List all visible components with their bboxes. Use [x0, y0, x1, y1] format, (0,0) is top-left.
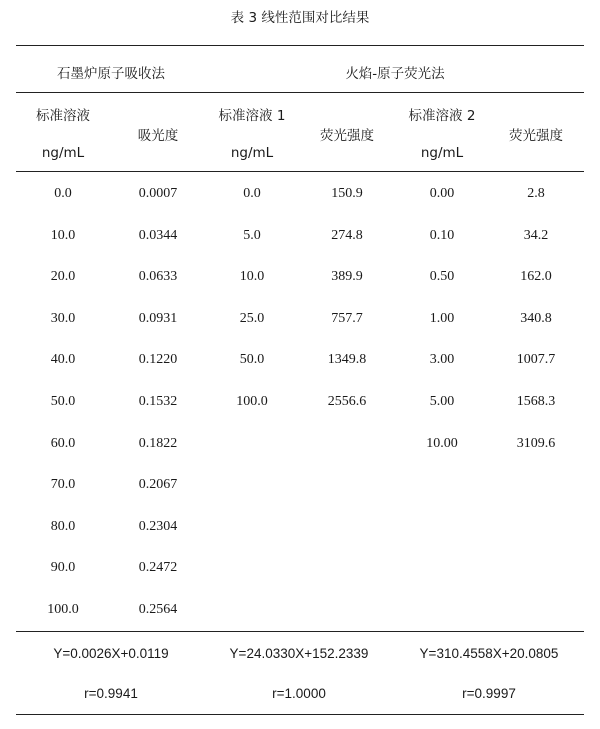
group-header-graphite-furnace: 石墨炉原子吸收法 — [57, 66, 165, 82]
cell-fl2-intensity: 2.8 — [527, 186, 545, 201]
cell-gf-concentration: 70.0 — [50, 477, 76, 493]
cell-fl1-intensity: 150.9 — [331, 186, 363, 201]
cell-fl2-intensity: 1007.7 — [516, 352, 556, 368]
cell-fl1-concentration: 10.0 — [239, 269, 265, 285]
cell-gf-absorbance: 0.2564 — [138, 602, 178, 617]
cell-gf-concentration: 20.0 — [50, 269, 76, 285]
cell-fl1-intensity: 757.7 — [331, 310, 363, 326]
regression-equation-gf: Y=0.0026X+0.0119 — [53, 646, 169, 661]
cell-fl2-intensity: 34.2 — [523, 227, 549, 243]
group-header-flame-fluorescence: 火焰-原子荧光法 — [345, 66, 445, 82]
header-gf-concentration: 标准溶液 — [36, 108, 90, 124]
cell-fl2-concentration: 0.00 — [429, 186, 455, 201]
cell-gf-concentration: 80.0 — [50, 518, 76, 534]
cell-fl2-intensity: 340.8 — [520, 310, 552, 326]
correlation-fl2: r=0.9997 — [462, 686, 516, 701]
cell-fl1-concentration: 100.0 — [236, 394, 268, 409]
cell-gf-concentration: 10.0 — [50, 227, 76, 243]
cell-fl1-concentration: 25.0 — [239, 310, 265, 326]
cell-gf-concentration: 40.0 — [50, 352, 76, 368]
cell-gf-absorbance: 0.0931 — [138, 310, 178, 326]
cell-gf-absorbance: 0.1220 — [138, 352, 178, 368]
cell-fl1-concentration: 0.0 — [243, 186, 261, 201]
cell-gf-concentration: 60.0 — [50, 435, 76, 451]
cell-gf-absorbance: 0.0007 — [138, 186, 178, 201]
cell-gf-concentration: 0.0 — [54, 186, 72, 201]
cell-gf-concentration: 90.0 — [50, 560, 76, 576]
cell-fl1-intensity: 1349.8 — [327, 352, 367, 368]
header-fl1-concentration-unit: ng/mL — [230, 145, 274, 161]
cell-fl2-concentration: 0.10 — [429, 227, 455, 243]
cell-fl2-intensity: 1568.3 — [516, 394, 556, 409]
cell-gf-absorbance: 0.0633 — [138, 269, 178, 285]
cell-fl2-intensity: 3109.6 — [516, 435, 556, 451]
regression-equation-fl1: Y=24.0330X+152.2339 — [229, 646, 369, 661]
correlation-gf: r=0.9941 — [84, 686, 138, 701]
header-fl2-intensity: 荧光强度 — [509, 128, 563, 144]
cell-gf-concentration: 100.0 — [47, 602, 79, 617]
cell-gf-absorbance: 0.1532 — [138, 394, 178, 409]
header-fl2-concentration: 标准溶液 2 — [408, 108, 476, 124]
cell-fl2-intensity: 162.0 — [520, 269, 552, 285]
fit-section-rule — [16, 631, 584, 632]
table-caption: 表 3 线性范围对比结果 — [230, 10, 370, 26]
cell-gf-absorbance: 0.2472 — [138, 560, 178, 576]
cell-fl1-concentration: 5.0 — [243, 227, 261, 243]
bottom-rule — [16, 714, 584, 715]
cell-fl2-concentration: 5.00 — [429, 394, 455, 409]
cell-fl1-intensity: 2556.6 — [327, 394, 367, 409]
cell-fl2-concentration: 1.00 — [429, 310, 455, 326]
cell-fl2-concentration: 10.00 — [426, 435, 458, 451]
cell-gf-concentration: 30.0 — [50, 310, 76, 326]
cell-gf-absorbance: 0.2304 — [138, 518, 178, 534]
header-gf-absorbance: 吸光度 — [137, 128, 179, 144]
cell-gf-absorbance: 0.1822 — [138, 435, 178, 451]
cell-fl1-intensity: 389.9 — [331, 269, 363, 285]
header-fl1-concentration: 标准溶液 1 — [218, 108, 286, 124]
header-gf-concentration-unit: ng/mL — [41, 145, 85, 161]
cell-gf-absorbance: 0.0344 — [138, 227, 178, 243]
header-bottom-rule — [16, 171, 584, 172]
cell-fl2-concentration: 0.50 — [429, 269, 455, 285]
cell-gf-concentration: 50.0 — [50, 394, 76, 409]
cell-fl2-concentration: 3.00 — [429, 352, 455, 368]
header-fl2-concentration-unit: ng/mL — [420, 145, 464, 161]
cell-fl1-intensity: 274.8 — [331, 227, 363, 243]
cell-gf-absorbance: 0.2067 — [138, 477, 178, 493]
correlation-fl1: r=1.0000 — [272, 686, 326, 701]
cell-fl1-concentration: 50.0 — [239, 352, 265, 368]
top-rule — [16, 45, 584, 46]
group-divider-rule — [16, 92, 584, 93]
header-fl1-intensity: 荧光强度 — [320, 128, 374, 144]
regression-equation-fl2: Y=310.4558X+20.0805 — [419, 646, 559, 661]
